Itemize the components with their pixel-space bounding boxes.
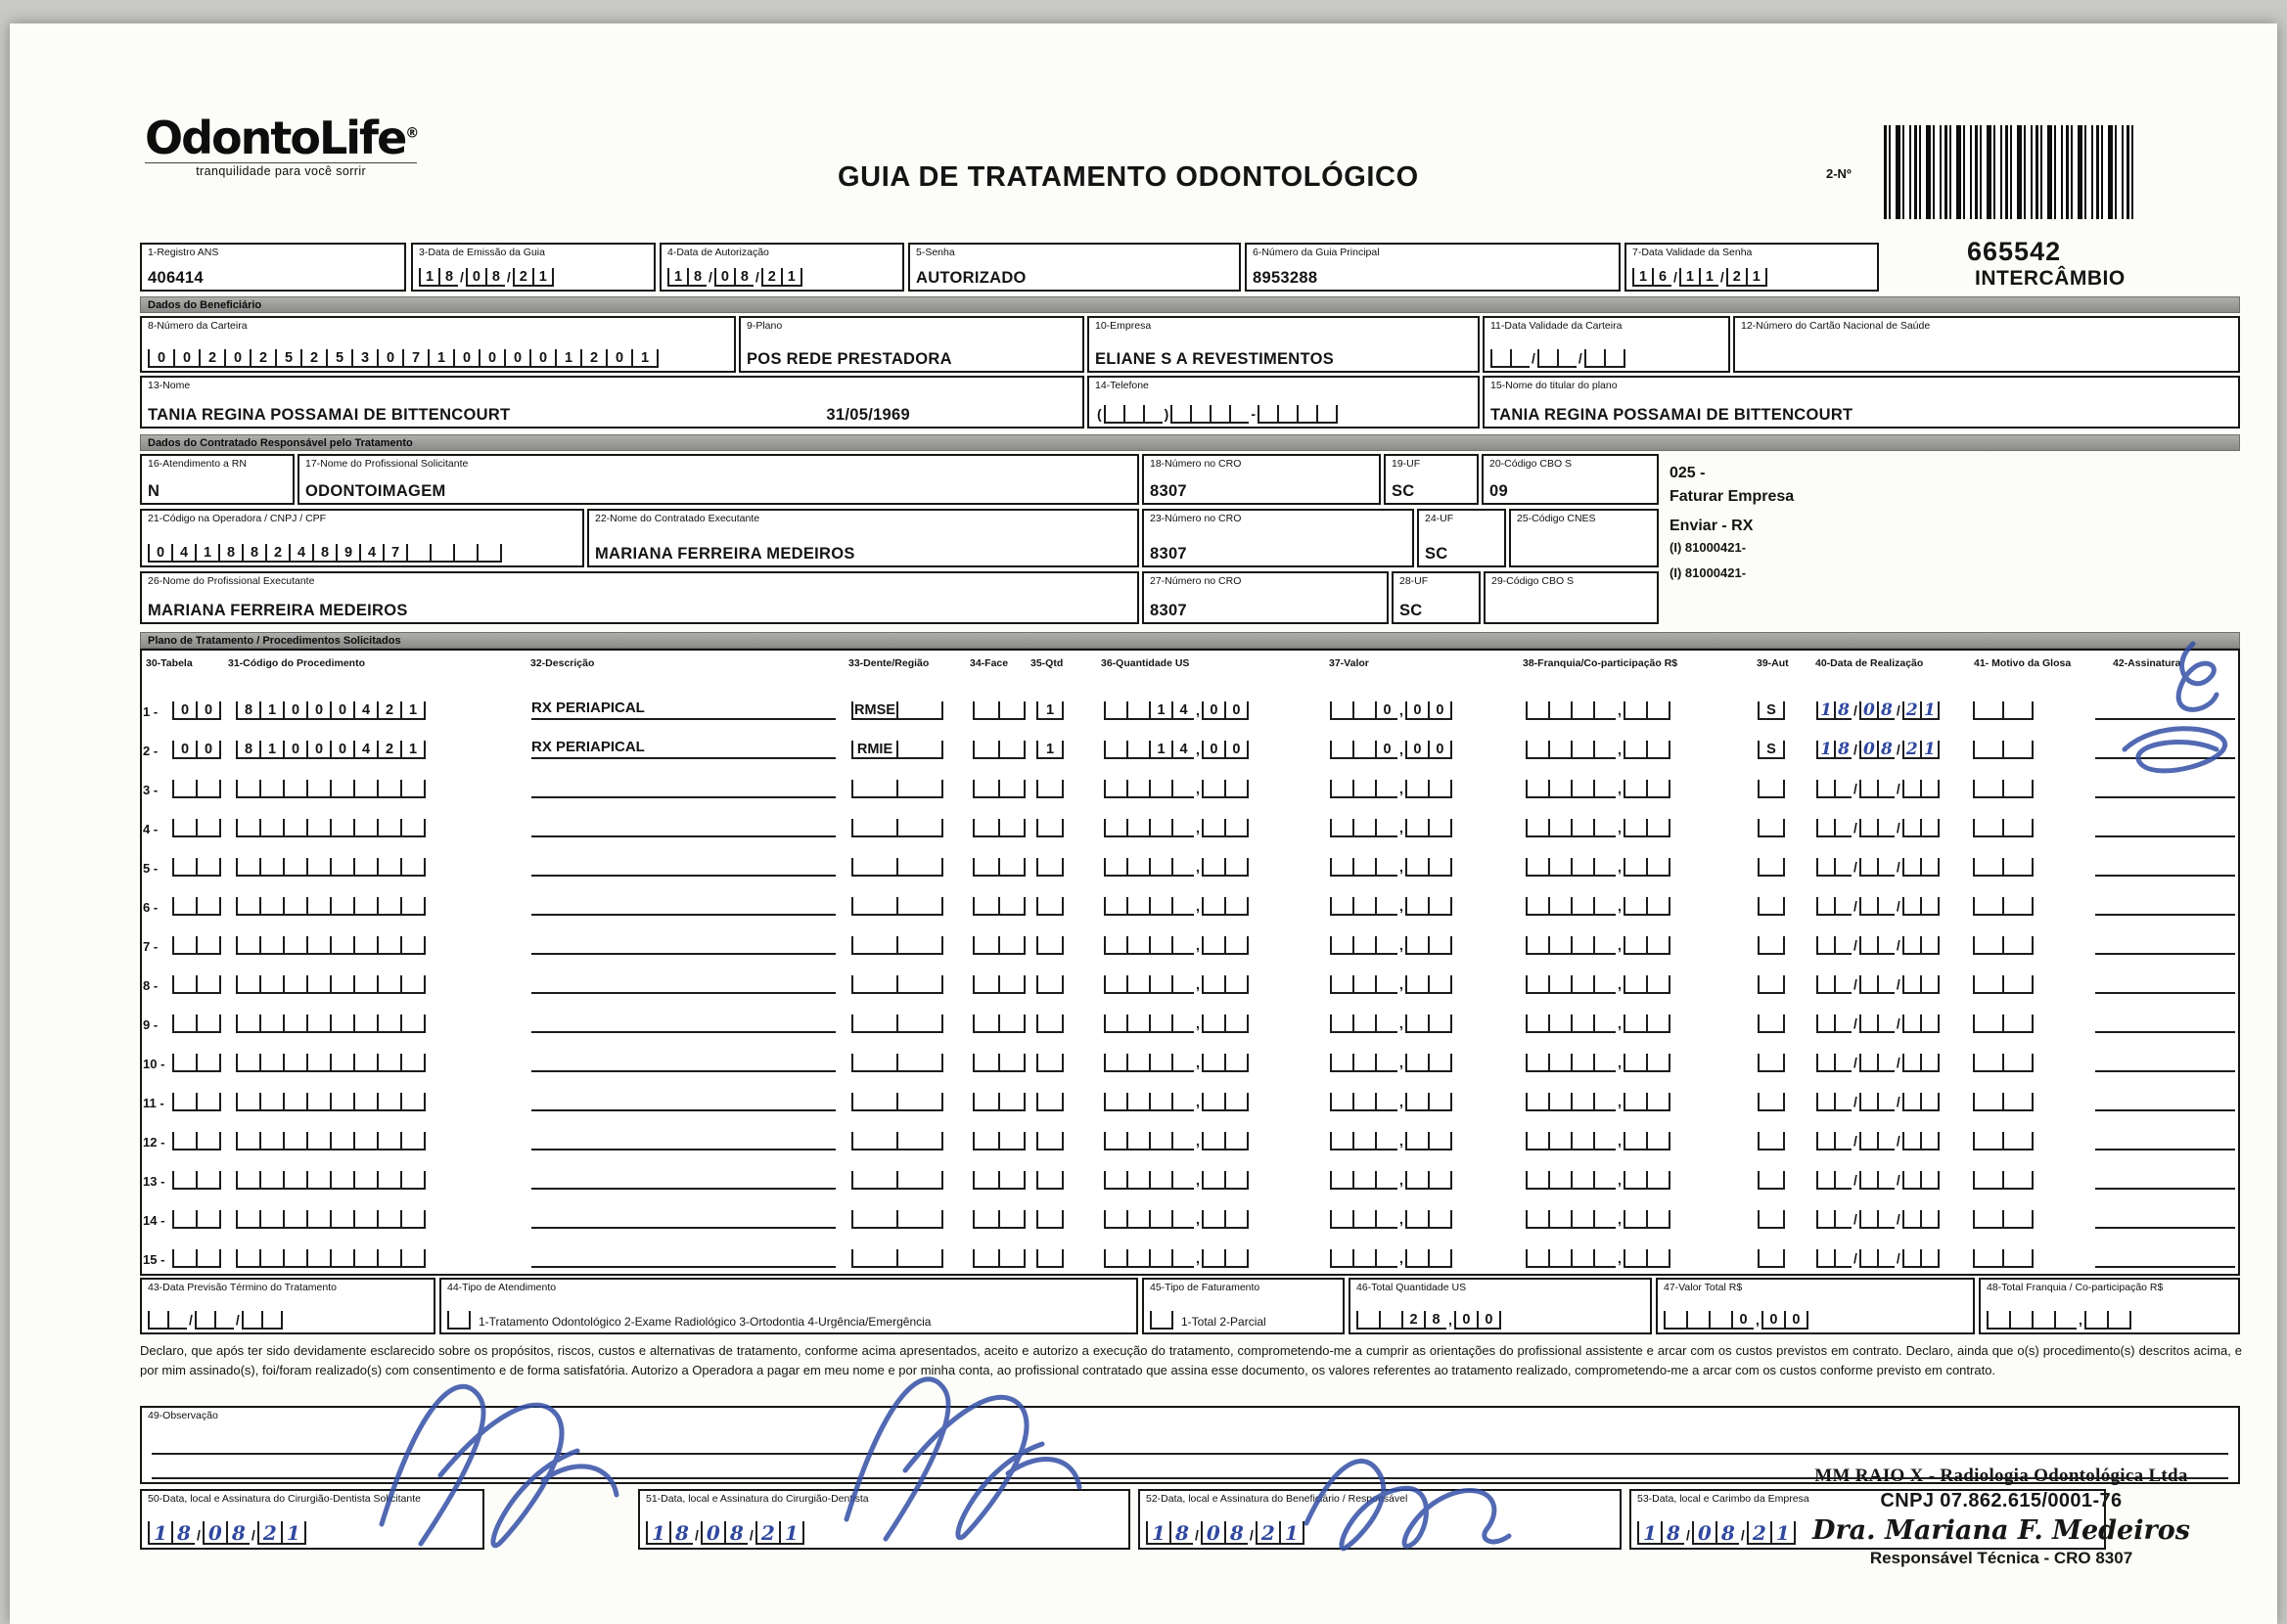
field-data-autorizacao [660,243,904,292]
procedure-description [531,816,836,837]
field-valor-total [1656,1278,1975,1334]
field-value: MARIANA FERREIRA MEDEIROS [148,601,408,619]
procedure-description [531,894,836,916]
checkbox-tipo-faturamento [1150,1311,1173,1330]
signature-line [2095,1051,2235,1072]
field-uf-executante [1392,571,1481,624]
column-header: 42-Assinatura [2113,657,2181,669]
procedure-table-header [142,652,2238,681]
field-telefone [1087,376,1480,429]
field-senha [908,243,1241,292]
field-atendimento-rn [140,454,295,505]
procedure-row-8: 8 - , , , / / [143,959,2240,998]
field-label: 45-Tipo de Faturamento [1150,1282,1260,1293]
field-total-quantidade-us [1349,1278,1652,1334]
field-tipo-faturamento [1142,1278,1345,1334]
procedure-description [531,1168,836,1190]
field-label: 6-Número da Guia Principal [1253,247,1380,258]
comb-total-franquia: , [1987,1311,2232,1330]
form-title: GUIA DE TRATAMENTO ODONTOLÓGICO [838,161,1419,193]
field-data-emissao [411,243,656,292]
column-header: 40-Data de Realização [1815,657,1924,669]
field-value: 8307 [1150,601,1187,619]
field-nome-beneficiario [140,376,1084,429]
field-value: ELIANE S A REVESTIMENTOS [1095,349,1335,368]
field-label: 53-Data, local e Carimbo da Empresa [1637,1493,1809,1505]
field-label: 17-Nome do Profissional Solicitante [305,458,469,470]
stamp-doctor-signature: Dra. Mariana F. Medeiros [1812,1515,2190,1546]
field-numero-carteira [140,316,736,373]
field-label: 14-Telefone [1095,380,1149,391]
signature-line [2095,1207,2235,1229]
procedure-description: RX PERIAPICAL [531,738,836,759]
procedure-row-15: 15 - , , , / / [143,1233,2240,1272]
note-protocol-1: (I) 81000421- [1670,540,1747,555]
column-header: 37-Valor [1329,657,1369,669]
field-label: 10-Empresa [1095,320,1152,332]
comb-telefone: ( ) - [1095,405,1472,424]
procedure-row-5: 5 - , , , / / [143,841,2240,880]
column-header: 38-Franquia/Co-participação R$ [1523,657,1678,669]
field-value: AUTORIZADO [916,268,1027,287]
procedure-row-12: 12 - , , , / / [143,1115,2240,1154]
column-header: 31-Código do Procedimento [228,657,366,669]
section-dados-contratado: Dados do Contratado Responsável pelo Tratamento [140,434,2240,451]
field-label: 9-Plano [747,320,783,332]
field-cbo-executante [1484,571,1659,624]
comb-valor-total: 0 , 0 0 [1664,1311,1967,1330]
procedure-description [531,1207,836,1229]
field-label: 22-Nome do Contratado Executante [595,513,760,524]
field-label: 21-Código na Operadora / CNPJ / CPF [148,513,327,524]
field-profissional-solicitante [297,454,1139,505]
procedure-description [531,1129,836,1150]
column-header: 35-Qtd [1030,657,1064,669]
procedure-description [531,1246,836,1268]
tipo-faturamento-options: 1-Total 2-Parcial [1181,1315,1266,1329]
handwritten-date-beneficiario: 1 8 / 0 8 / 2 1 [1146,1521,1614,1545]
field-codigo-cnes [1509,509,1659,567]
note-protocol-2: (I) 81000421- [1670,564,1747,580]
field-value: MARIANA FERREIRA MEDEIROS [595,544,855,563]
signature-line [2095,816,2235,837]
field-label: 12-Número do Cartão Nacional de Saúde [1741,320,1931,332]
field-label: 5-Senha [916,247,955,258]
field-plano [739,316,1084,373]
comb-validade-senha: 1 6 / 1 1 / 2 1 [1632,268,1871,287]
field-value: POS REDE PRESTADORA [747,349,952,368]
authorization-notes [1670,462,1794,582]
field-label: 52-Data, local e Assinatura do Beneficiário / Responsável [1146,1493,1408,1505]
field-value: 406414 [148,268,204,287]
stamp-company-name: MM RAIO X - Radiologia Odontológica Ltda [1814,1466,2188,1486]
field-validade-carteira [1483,316,1730,373]
field-cro-solicitante [1142,454,1381,505]
column-header: 39-Aut [1757,657,1789,669]
comb-total-quantidade-us: 2 8 , 0 0 [1356,1311,1644,1330]
procedure-description: RX PERIAPICAL [531,699,836,720]
barcode-number-label: 2-Nº [1826,166,1852,181]
field-cro-executante [1142,571,1389,624]
field-contratado-executante [587,509,1139,567]
procedure-row-13: 13 - , , , / / [143,1154,2240,1194]
checkbox-tipo-atendimento [447,1311,471,1330]
field-label: 8-Número da Carteira [148,320,248,332]
comb-data-emissao: 1 8 / 0 8 / 2 1 [419,268,648,287]
company-stamp [1760,1466,2243,1568]
signature-ink-solicitante [352,1358,646,1558]
field-label: 23-Número no CRO [1150,513,1242,524]
comb-previsao-termino: / / [148,1311,428,1330]
signature-ink-beneficiario [1292,1430,1517,1562]
declaration-text: Declaro, que após ter sido devidamente esclarecido sobre os propósitos, riscos, custos e alternativas de tratamento, conforme acima apresentados, aceito e autorizo a execução do tratamento, comprometendo-me a cumprir as orientações do profissional assistente e arcar com os custos previstos em contrato. Declaro, ainda que o(s) procedimento(s) descritos acima, e por mim assinado(s), foi/foram realizado(s) com consentimento e de forma satisfatória. Autorizo a Operadora a pagar em meu nome e por minha conta, ao profissional contratado que assina esse documento, os valores referentes ao tratamento realizado, comprometendo-me a arcar com os custos conforme previsto em contrato. [140,1343,2242,1377]
field-label: 13-Nome [148,380,191,391]
field-value: SC [1399,601,1423,619]
field-profissional-executante [140,571,1139,624]
procedure-row-6: 6 - , , , / / [143,880,2240,920]
barcode [1884,125,2136,219]
field-value: 8953288 [1253,268,1318,287]
field-value: ODONTOIMAGEM [305,481,446,500]
field-value: 8307 [1150,481,1187,500]
procedure-table-body [143,685,2240,1272]
column-header: 34-Face [970,657,1009,669]
field-cbo-solicitante [1482,454,1659,505]
signature-line [2095,855,2235,877]
column-header: 41- Motivo da Glosa [1974,657,2072,669]
column-header: 36-Quantidade US [1101,657,1190,669]
field-uf-solicitante [1384,454,1479,505]
signature-line [2095,933,2235,955]
field-label: 18-Número no CRO [1150,458,1242,470]
stamp-role: Responsável Técnica - CRO 8307 [1869,1549,2133,1567]
field-label: 46-Total Quantidade US [1356,1282,1467,1293]
procedure-row-7: 7 - , , , / / [143,920,2240,959]
field-value: TANIA REGINA POSSAMAI DE BITTENCOURT [1490,405,1853,424]
comb-numero-carteira: 0 0 2 0 2 5 2 5 3 0 7 1 0 0 0 0 1 2 0 1 [148,349,728,368]
field-previsao-termino [140,1278,435,1334]
field-label: 44-Tipo de Atendimento [447,1282,557,1293]
tipo-atendimento-options: 1-Tratamento Odontológico 2-Exame Radiológico 3-Ortodontia 4-Urgência/Emergência [479,1315,932,1329]
field-label: 15-Nome do titular do plano [1490,380,1618,391]
procedure-row-1: 1 - 0 0 8 1 0 0 0 4 2 1 RX PERIAPICAL RMSE 1 1 4 , 0 0 0 , 0 0 , S 1 8 / 0 8 / 2 1 [143,685,2240,724]
field-value: N [148,481,160,500]
comb-data-autorizacao: 1 8 / 0 8 / 2 1 [667,268,896,287]
field-total-franquia [1979,1278,2240,1334]
field-registro-ans [140,243,406,292]
field-tipo-atendimento [439,1278,1138,1334]
comb-validade-carteira: / / [1490,349,1722,368]
field-numero-guia-principal [1245,243,1621,292]
beneficiary-birthdate: 31/05/1969 [826,405,910,424]
comb-codigo-operadora: 0 4 1 8 8 2 4 8 9 4 7 [148,544,576,563]
field-label: 29-Código CBO S [1491,575,1575,587]
note-code: 025 - [1670,465,1706,481]
signature-line [2095,1168,2235,1190]
handwritten-date-empresa: 1 8 / 0 8 / 2 1 [1637,1521,2098,1545]
field-codigo-operadora [140,509,584,567]
beneficiary-name: TANIA REGINA POSSAMAI DE BITTENCOURT [148,405,511,424]
procedure-row-14: 14 - , , , / / [143,1194,2240,1233]
procedure-description [531,777,836,798]
field-validade-senha [1624,243,1879,292]
field-label: 24-UF [1425,513,1454,524]
field-label: 20-Código CBO S [1489,458,1573,470]
field-label: 4-Data de Autorização [667,247,769,258]
signature-ink-dentista [812,1348,1106,1554]
field-cro-executante-contratado [1142,509,1414,567]
procedure-description [531,855,836,877]
procedure-description [531,1090,836,1111]
field-label: 25-Código CNES [1517,513,1596,524]
field-value: SC [1392,481,1415,500]
field-label: 50-Data, local e Assinatura do Cirurgião-Dentista Solicitante [148,1493,421,1505]
logo-wordmark: OdontoLife® [145,112,418,164]
procedure-description [531,1012,836,1033]
field-label: 19-UF [1392,458,1421,470]
signature-line [2095,1090,2235,1111]
field-label: 49-Observação [148,1410,218,1421]
procedure-row-9: 9 - , , , / / [143,998,2240,1037]
field-value: 09 [1489,481,1508,500]
section-dados-beneficiario: Dados do Beneficiário [140,296,2240,313]
column-header: 30-Tabela [146,657,193,669]
signature-line [2095,1129,2235,1150]
field-label: 1-Registro ANS [148,247,219,258]
procedure-row-11: 11 - , , , / / [143,1076,2240,1115]
guide-number: 665542 [1967,237,2062,266]
section-plano-tratamento: Plano de Tratamento / Procedimentos Solicitados [140,632,2240,649]
field-label: 16-Atendimento a RN [148,458,247,470]
signature-line [2095,972,2235,994]
column-header: 32-Descrição [530,657,595,669]
note-faturar-empresa: Faturar Empresa [1670,488,1795,505]
procedure-row-10: 10 - , , , / / [143,1037,2240,1076]
field-label: 3-Data de Emissão da Guia [419,247,545,258]
procedure-row-2: 2 - 0 0 8 1 0 0 0 4 2 1 RX PERIAPICAL RMIE 1 1 4 , 0 0 0 , 0 0 , S 1 8 / 0 8 / 2 1 [143,724,2240,763]
procedure-description [531,1051,836,1072]
handwritten-date-solicitante: 1 8 / 0 8 / 2 1 [148,1521,477,1545]
procedure-row-4: 4 - , , , / / [143,802,2240,841]
field-label: 11-Data Validade da Carteira [1490,320,1623,332]
field-label: 26-Nome do Profissional Executante [148,575,315,587]
logo-tagline: tranquilidade para você sorrir [145,162,417,178]
field-label: 51-Data, local e Assinatura do Cirurgião-Dentista [646,1493,869,1505]
column-header: 33-Dente/Região [848,657,930,669]
field-value: SC [1425,544,1448,563]
signature-line [2095,1012,2235,1033]
field-label: 47-Valor Total R$ [1664,1282,1743,1293]
field-value: 8307 [1150,544,1187,563]
field-label: 27-Número no CRO [1150,575,1242,587]
signature-ink-table [2099,634,2251,795]
handwritten-date-dentista: 1 8 / 0 8 / 2 1 [646,1521,1122,1545]
odontolife-logo [145,112,418,178]
signature-line [2095,894,2235,916]
procedure-row-3: 3 - , , , / / [143,763,2240,802]
field-titular-plano [1483,376,2240,429]
guide-number-block [1967,237,2126,291]
field-empresa [1087,316,1480,373]
procedure-description [531,933,836,955]
stamp-cnpj: CNPJ 07.862.615/0001-76 [1880,1490,2123,1511]
field-label: 48-Total Franquia / Co-participação R$ [1987,1282,2164,1293]
field-label: 28-UF [1399,575,1429,587]
registered-mark: ® [405,125,418,142]
field-uf-contratado [1417,509,1506,567]
field-cartao-nacional-saude [1733,316,2240,373]
procedure-description [531,972,836,994]
signature-line [2095,1246,2235,1268]
note-enviar-rx: Enviar - RX [1670,518,1754,534]
field-label: 43-Data Previsão Término do Tratamento [148,1282,337,1293]
guide-mode: INTERCÂMBIO [1975,267,2126,290]
field-label: 7-Data Validade da Senha [1632,247,1753,258]
